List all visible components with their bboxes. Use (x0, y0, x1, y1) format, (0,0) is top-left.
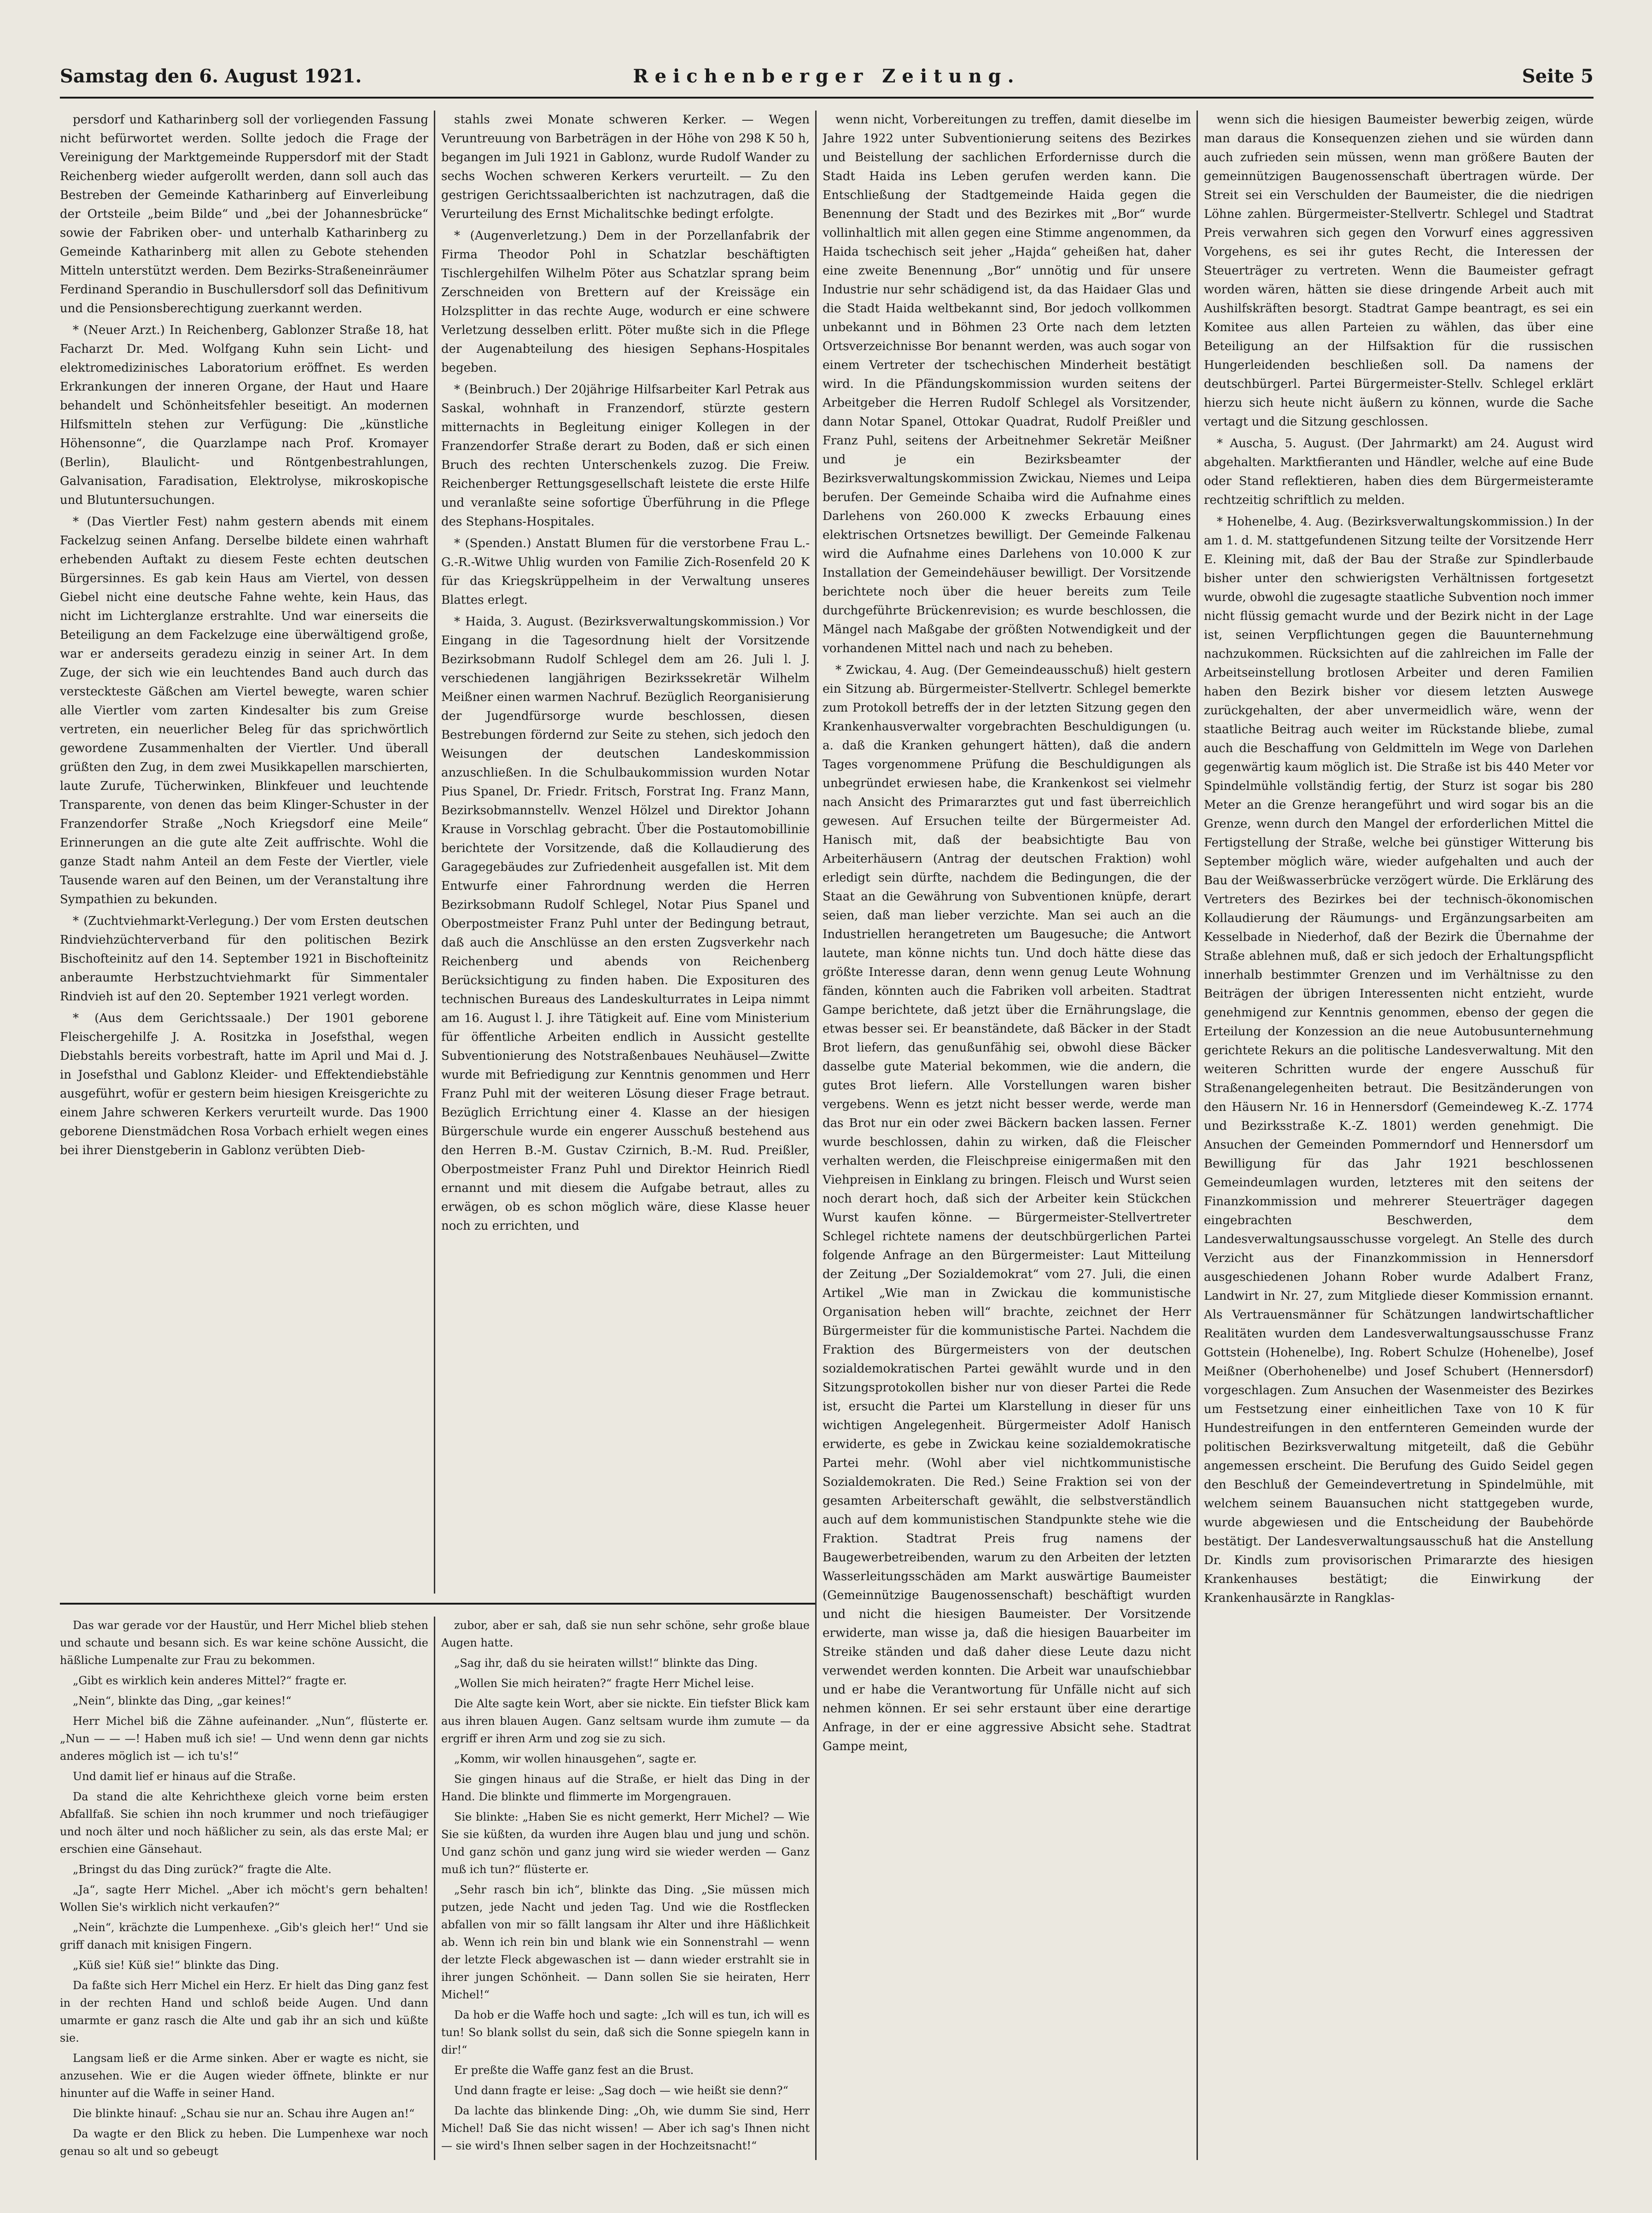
feuilleton-column-1 (60, 1617, 428, 2160)
column-2 (441, 111, 810, 1594)
paragraph: zubor, aber er sah, daß sie nun sehr schöne, sehr große blaue Augen hatte. (441, 1619, 810, 1649)
paragraph: Da wagte er den Blick zu heben. Die Lumpenhexe war noch genau so alt und so gebeugt (60, 2127, 428, 2158)
paragraph: * Hohenelbe, 4. Aug. (Bezirksverwaltungskommission.) In der am 1. d. M. stattgefundenen Sitzung teilte der Vorsitzende Herr E. Kleining mit, daß der Bau der Straße zur Spindlerbaude bisher unter den schwierigsten Verhältnissen fortgesetzt wurde, obwohl die zugesagte staatliche Subvention noch immer nicht flüssig gemacht wurde und der Bezirk nicht in der Lage ist, seinen Verpflichtungen gegen die Bauunternehmung nachzukommen. Rücksichten auf die zahlreichen im Falle der Arbeitseinstellung brotlosen Arbeiter und deren Familien haben den Bezirk bisher vor diesem letzten Auswege zurückgehalten, der aber unvermeidlich wäre, wenn der staatliche Beitrag auch weiter im Rückstande bliebe, zumal auch die Beschaffung von Geldmitteln im Wege von Darlehen gegenwärtig kaum möglich ist. Die Straße ist bis 440 Meter vor Spindelmühle vollständig fertig, der Sturz ist sogar bis 280 Meter an die Grenze herangeführt und wird sogar bis an die Grenze, wenn durch den Mangel der erforderlichen Mittel die Fertigstellung der Straße, welche bei günstiger Witterung bis September möglich wäre, wieder aufgehalten und auch der Bau der Weißwasserbrücke verzögert würde. Die Erklärung des Vertreters des Bezirkes bei der technisch-ökonomischen Kollaudierung der Räumungs- und Ergänzungsarbeiten am Kesselbade in Niederhof, daß der Bezirk die Übernahme der Straße ablehnen muß, daß er sich jedoch der Erhaltungspflicht innerhalb bestimmter Grenzen und im Verhältnisse zu den Beiträgen der übrigen Interessenten nicht entzieht, wurde genehmigend zur Kenntnis genommen, ebenso der gegen die Erteilung der Konzession an die neue Autobusunternehmung gerichtete Rekurs an die politische Landesverwaltung. Mit den weiteren Schritten wurde der engere Ausschuß für Straßenangelegenheiten betraut. Die Besitzänderungen von den Häusern Nr. 16 in Hennersdorf (Gemeindeweg K.-Z. 1774 und Bezirksstraße K.-Z. 1801) werden genehmigt. Die Ansuchen der Gemeinden Pommerndorf und Hennersdorf um Bewilligung für das Jahr 1921 beschlossenen Gemeindeumlagen wurden, letzteres mit den seitens der Finanzkommission und mehrerer Steuerträger dagegen eingebrachten Beschwerden, dem Landesverwaltungsausschusse vorgelegt. An Stelle des durch Verzicht aus der Finanzkommission in Hennersdorf ausgeschiedenen Johann Rober wurde Adalbert Franz, Landwirt in Nr. 27, zum Mitgliede dieser Kommission ernannt. Als Vertrauensmänner für Schätzungen landwirtschaftlicher Realitäten wurden dem Landesverwaltungsausschusse Franz Gottstein (Hohenelbe), Ing. Robert Schulze (Hohenelbe), Josef Meißner (Oberhohenelbe) und Josef Schubert (Hennersdorf) vorgeschlagen. Zum Ansuchen der Wasenmeister des Bezirkes um Festsetzung einer einheitlichen Taxe von 10 K für Hundestreifungen in den entfernteren Gemeinden wurde der politischen Bezirksverwaltung mitgeteilt, daß die Gebühr angemessen erscheint. Die Berufung des Guido Seidel gegen den Beschluß der Gemeindevertretung in Spindelmühle, mit welchem seinem Bauansuchen nicht stattgegeben wurde, wurde abgewiesen und die Entscheidung der Baubehörde bestätigt. Der Landesverwaltungsausschuß hat die Anstellung Dr. Kindls zum provisorischen Primararzte des hiesigen Krankenhauses bestätigt; die Einwirkung der Krankenhausärzte in Rangklas- (1204, 515, 1594, 1605)
paragraph: „Sehr rasch bin ich“, blinkte das Ding. „Sie müssen mich putzen, jede Nacht und jeden Tag. Und wie die Rostflecken abfallen von mir so fällt langsam ihr Alter und ihre Häßlichkeit ab. Wenn ich rein bin und blank wie ein Sonnenstrahl — wenn der letzte Fleck abgewaschen ist — dann wieder erstrahlt sie in ihrer jungen Schönheit. — Dann sollen Sie sie heiraten, Herr Michel!“ (441, 1883, 810, 2001)
paragraph: * Zwickau, 4. Aug. (Der Gemeindeausschuß) hielt gestern ein Sitzung ab. Bürgermeister-Stellvertr. Schlegel bemerkte zum Protokoll betreffs der in der letzten Sitzung gegen den Krankenhausverwalter vorgebrachten Beschuldigungen (u. a. daß die Kranken gehungert hätten), daß die andern Tages vorgenommene Prüfung die Beschuldigungen als unbegründet erwiesen habe, die Krankenkost sei vielmehr nach Ansicht des Primararztes gut und fast überreichlich gewesen. Auf Ersuchen teilte der Bürgermeister Ad. Hanisch mit, daß der beabsichtigte Bau von Arbeiterhäusern (Antrag der deutschen Fraktion) wohl erledigt sein dürfte, nachdem die Bedingungen, die der Staat an die Gewährung von Subventionen knüpfe, derart seien, daß man lieber verzichte. Man sei auch an die Industriellen herangetreten um Baugesuche; die Antwort lautete, man könne nichts tun. Und doch hätte diese das größte Interesse daran, denn wenn genug Leute Wohnung fänden, könnten auch die Fabriken voll arbeiten. Stadtrat Gampe berichtete, daß jetzt über die Ernährungslage, die etwas besser sei. Er beanständete, daß Bäcker in der Stadt Brot liefern, das genußunfähig sei, obwohl diese Bäcker dasselbe gute Material bekommen, wie die andern, die gutes Brot liefern. Alle Vorstellungen waren bisher vergebens. Wenn es jetzt nicht besser werde, werde man das Brot nur ein oder zwei Bäckern backen lassen. Ferner wurde beschlossen, dahin zu wirken, daß die Fleischer verhalten werden, die Fleischpreise einigermaßen mit den Viehpreisen in Einklang zu bringen. Fleisch und Wurst seien noch derart hoch, daß sich der Arbeiter kein Stückchen Wurst kaufen könne. — Bürgermeister-Stellvertreter Schlegel richtete namens der deutschbürgerlichen Partei folgende Anfrage an den Bürgermeister: Laut Mitteilung der Zeitung „Der Sozialdemokrat“ vom 27. Juli, die einen Artikel „Wie man in Zwickau die kommunistische Organisation heben will“ brachte, zeichnet der Herr Bürgermeister für die kommunistische Partei. Nachdem die Fraktion des Bürgermeisters von der deutschen sozialdemokratischen Partei gewählt wurde und in den Sitzungsprotokollen bisher nur von dieser Partei die Rede ist, ersucht die Partei um Klarstellung in dieser für uns wichtigen Angelegenheit. Bürgermeister Adolf Hanisch erwiderte, es gebe in Zwickau keine sozialdemokratische Partei mehr. (Wohl aber viel nichtkommunistische Sozialdemokraten. Die Red.) Seine Fraktion sei von der gesamten Arbeiterschaft gewählt, die selbstverständlich auch auf dem kommunistischen Standpunkte stehe wie die Fraktion. Stadtrat Preis frug namens der Baugewerbetreibenden, warum zu den Arbeiten der letzten Wasserleitungsschäden am Markt auswärtige Baumeister (Gemeinnützige Baugenossenschaft) beschäftigt wurden und nicht die hiesigen Baumeister. Der Vorsitzende erwiderte, man wisse ja, daß die hiesigen Bauarbeiter im Streike ständen und daß daher diese Leute dazu nicht verwendet werden konnten. Die Arbeit war unaufschiebbar und er habe die Verantwortung für Unfälle nicht auf sich nehmen können. Er sei sehr erstaunt über eine derartige Anfrage, in der er eine aggressive Absicht sehe. Stadtrat Gampe meint, (823, 663, 1191, 1753)
column-4 (1204, 111, 1594, 2160)
paragraph: wenn nicht, Vorbereitungen zu treffen, damit dieselbe im Jahre 1922 unter Subventionierung seitens des Bezirkes und Beistellung der sachlichen Erfordernisse durch die Stadt Haida ins Leben gerufen werden kann. Die Entschließung der Stadtgemeinde Haida gegen die Benennung der Stadt und des Bezirkes mit „Bor“ wurde vollinhaltlich mit allen gegen eine Stimme angenommen, da Haida tschechisch seit jeher „Hajda“ geheißen hat, daher eine zweite Benennung „Bor“ unnötig und für unsere Industrie nur sehr schädigend ist, da das Haidaer Glas und die Stadt Haida weltbekannt sind, Bor jedoch vollkommen unbekannt und in Böhmen 23 Orte nach dem letzten Ortsverzeichnisse Bor benannt werden, was auch sogar von einem Vertreter der tschechischen Minderheit bestätigt wird. In die Pfändungskommission wurden seitens der Arbeitgeber die Herren Rudolf Schlegel als Vorsitzender, dann Notar Spanel, Ottokar Quadrat, Rudolf Preißler und Franz Puhl, seitens der Arbeitnehmer Sekretär Meißner und je ein Bezirksbeamter der Bezirksverwaltungskommission Zwickau, Niemes und Leipa berufen. Der Gemeinde Schaiba wird die Aufnahme eines Darlehens von 260.000 K zwecks Erbauung eines elektrischen Ortsnetzes bewilligt. Der Gemeinde Falkenau wird die Aufnahme eines Darlehens von 10.000 K zur Installation der Gemeindehäuser bewilligt. Der Vorsitzende berichtete noch über die heuer bereits zum Teile durchgeführte Brückenrevision; es wurde beschlossen, die Mängel nach Maßgabe der größten Notwendigkeit und der vorhandenen Mittel nach und nach zu beheben. (823, 113, 1191, 655)
paragraph: „Wollen Sie mich heiraten?“ fragte Herr Michel leise. (454, 1677, 754, 1690)
paragraph: persdorf und Katharinberg soll der vorliegenden Fassung nicht befürwortet werden. Sollte jedoch die Frage der Vereinigung der Marktgemeinde Ruppersdorf mit der Stadt Reichenberg wieder aufgerollt werden, dann soll auch das Bestreben der Gemeinde Katharinberg auf Einverleibung der Ortsteile „beim Bilde“ und „bei der Johannesbrücke“ sowie der Fabriken ober- und unterhalb Katharinberg zu Gemeinde Katharinberg mit allen zu Gebote stehenden Mitteln unterstützt werden. Dem Bezirks-Straßeneinräumer Ferdinand Sperandio in Buschullersdorf soll das Definitivum und die Pensionsberechtigung zuerkannt werden. (60, 113, 428, 315)
paragraph: stahls zwei Monate schweren Kerker. — Wegen Veruntreuung von Barbeträgen in der Höhe von 298 K 50 h, begangen im Juli 1921 in Gablonz, wurde Rudolf Wander zu sechs Wochen schweren Kerkers verurteilt. — Zu den gestrigen Gerichtssaalberichten ist nachzutragen, daß die Verurteilung des Ernst Michalitschke bedingt erfolgte. (441, 113, 810, 221)
paragraph: Und dann fragte er leise: „Sag doch — wie heißt sie denn?“ (454, 2084, 788, 2097)
column-3 (823, 111, 1191, 2160)
paragraph: * (Spenden.) Anstatt Blumen für die verstorbene Frau L.-G.-R.-Witwe Uhlig wurden von Familie Zich-Rosenfeld 20 K für das Kriegskrüppelheim in der Verwaltung unseres Blattes erlegt. (441, 537, 810, 607)
paragraph: „Nein“, blinkte das Ding, „gar keines!“ (73, 1694, 292, 1707)
paragraph: Die blinkte hinauf: „Schau sie nur an. Schau ihre Augen an!“ (73, 2107, 415, 2120)
paragraph: wenn sich die hiesigen Baumeister bewerbig zeigen, würde man daraus die Konsequenzen ziehen und sie würden dann auch zufrieden sein müssen, wenn man größere Bauten der gemeinnützigen Baugenossenschaft übertragen würde. Der Streit sei ein Verschulden der Baumeister, die die niedrigen Löhne zahlen. Bürgermeister-Stellvertr. Schlegel und Stadtrat Preis verwahren sich gegen den Vorwurf eines aggressiven Vorgehens, es sei ihr gutes Recht, die Interessen der Steuerträger zu vertreten. Wenn die Baumeister gefragt worden wären, hätten sie diese dringende Arbeit auch mit Aushilfskräften besorgt. Stadtrat Gampe beantragt, es sei ein Komitee aus allen Parteien zu wählen, das über eine Beteiligung an der Hilfsaktion für die russischen Hungerleidenden beschließen soll. Da namens der deutschbürgerl. Partei Bürgermeister-Stellv. Schlegel erklärt hierzu sich heute nicht äußern zu können, wurde die Sache vertagt und die Sitzung geschlossen. (1204, 113, 1594, 429)
paragraph: * Haida, 3. August. (Bezirksverwaltungskommission.) Vor Eingang in die Tagesordnung hielt der Vorsitzende Bezirksobmann Rudolf Schlegel dem am 26. Juli l. J. verschiedenen langjährigen Bezirkssekretär Wilhelm Meißner einen warmen Nachruf. Bezüglich Reorganisierung der Jugendfürsorge wurde beschlossen, diesen Bestrebungen fördernd zur Seite zu stehen, sich jedoch den Weisungen der deutschen Landeskommission anzuschließen. In die Schulbaukommission wurden Notar Pius Spanel, Dr. Friedr. Fritsch, Forstrat Ing. Franz Mann, Bezirksobmannstellv. Wenzel Hölzel und Direktor Johann Krause in Vorschlag gebracht. Über die Postautomobillinie berichtete der Vorsitzende, daß die Kollaudierung des Garagegebäudes zur Zufriedenheit ausgefallen ist. Mit dem Entwurfe einer Fahrordnung werden die Herren Bezirksobmann Rudolf Schlegel, Notar Pius Spanel und Oberpostmeister Franz Puhl unter der Bedingung betraut, daß auch die Anschlüsse an den ersten Zugsverkehr nach Reichenberg und abends von Reichenberg Berücksichtigung zu finden haben. Die Exposituren des technischen Bureaus des Landeskulturrates in Leipa nimmt am 16. August l. J. ihre Tätigkeit auf. Eine vom Ministerium für öffentliche Arbeiten endlich in Aussicht gestellte Subventionierung des Notstraßenbaues Neuhäusel—Zwitte wurde mit Befriedigung zur Kenntnis genommen und Herr Franz Puhl mit der weiteren Lösung dieser Frage betraut. Bezüglich Errichtung einer 4. Klasse an der hiesigen Bürgerschule wurde ein engerer Ausschuß bestehend aus den Herren B.-M. Gustav Czirnich, B.-M. Rud. Preißler, Oberpostmeister Franz Puhl und Direktor Heinrich Riedl ernannt und mit diesem die Aufgabe betraut, alles zu erwägen, ob es schon möglich wäre, diese Klasse heuer noch zu errichten, und (441, 615, 810, 1233)
paragraph: „Nein“, krächzte die Lumpenhexe. „Gib's gleich her!“ Und sie griff danach mit knisigen Fingern. (60, 1921, 428, 1951)
masthead (60, 55, 1594, 99)
paragraph: * (Zuchtviehmarkt-Verlegung.) Der vom Ersten deutschen Rindviehzüchterverband für den politischen Bezirk Bischofteinitz auf den 14. September 1921 in Bischofteinitz anberaumte Herbstzuchtviehmarkt für Simmentaler Rindvieh ist auf den 20. September 1921 verlegt worden. (60, 914, 428, 1004)
paragraph: * (Das Viertler Fest) nahm gestern abends mit einem Fackelzug seinen Anfang. Derselbe bildete einen wahrhaft erhebenden Auftakt zu diesem Feste echten deutschen Bürgersinnes. Es gab kein Haus am Viertel, von dessen Giebel nicht eine deutsche Fahne wehte, kein Haus, das nicht im Lichterglanze erstrahlte. Und war einerseits die Beteiligung an dem Fackelzuge eine überwältigend große, war er anderseits geradezu einzig in seiner Art. In dem Zuge, der sich wie ein leuchtendes Band auch durch das versteckteste Gäßchen am Viertel bewegte, waren schier alle Viertler vom zarten Kindesalter bis zum Greise vertreten, ein neuerlicher Beleg für das sprichwörtlich gewordene Zusammenhalten der Viertler. Und überall grüßten den Zug, in dem zwei Musikkapellen marschierten, laute Zurufe, Tücherwinken, Blinkfeuer und leuchtende Transparente, von denen das beim Klinger-Schuster in der Franzendorfer Straße „Noch Kriegsdorf eine Meile“ Erinnerungen an die gute alte Zeit auffrischte. Wohl die ganze Stadt nahm Anteil an dem Feste der Viertler, viele Tausende waren auf den Beinen, um der Veranstaltung ihre Sympathien zu bekunden. (60, 515, 428, 906)
paragraph: * (Neuer Arzt.) In Reichenberg, Gablonzer Straße 18, hat Facharzt Dr. Med. Wolfgang Kuhn sein Licht- und elektromedizinisches Laboratorium eröffnet. Es werden Erkrankungen der inneren Organe, der Haut und Haare behandelt und Schönheitsfehler beseitigt. An modernen Hilfsmitteln stehen zur Verfügung: Die „künstliche Höhensonne“, die Quarzlampe nach Prof. Kromayer (Berlin), Blaulicht- und Röntgenbestrahlungen, Galvanisation, Faradisation, Elektrolyse, mikroskopische und Blutuntersuchungen. (60, 323, 428, 507)
paragraph: * Auscha, 5. August. (Der Jahrmarkt) am 24. August wird abgehalten. Marktfieranten und Händler, welche auf eine Bude oder Stand reflektieren, haben dies dem Bürgermeisteramte rechtzeitig schriftlich zu melden. (1204, 437, 1594, 507)
paragraph: Sie gingen hinaus auf die Straße, er hielt das Ding in der Hand. Die blinkte und flimmerte im Morgengrauen. (441, 1773, 810, 1803)
paragraph: Er preßte die Waffe ganz fest an die Brust. (454, 2064, 694, 2077)
paragraph: Da stand die alte Kehrichthexe gleich vorne beim ersten Abfallfaß. Sie schien ihn noch krummer und noch triefäugiger und noch älter und noch häßlicher zu sein, als das erste Mal; er erschien eine Gänsehaut. (60, 1790, 428, 1856)
column-rule (1197, 111, 1198, 2160)
feuilleton-column-2 (441, 1617, 810, 2160)
paragraph: Sie blinkte: „Haben Sie es nicht gemerkt, Herr Michel? — Wie Sie sie küßten, da wurden ihre Augen blau und jung und schön. Und ganz schön und ganz jung wird sie wieder werden — Ganz muß ich tun?“ flüsterte er. (441, 1810, 810, 1876)
paragraph: Das war gerade vor der Haustür, und Herr Michel blieb stehen und schaute und besann sich. Es war keine schöne Aussicht, die häßliche Lumpenalte zur Frau zu bekommen. (60, 1619, 428, 1667)
paragraph: „Komm, wir wollen hinausgehen“, sagte er. (454, 1752, 697, 1765)
page-number: Seite 5 (1522, 65, 1594, 87)
paragraph: Da lachte das blinkende Ding: „Oh, wie dumm Sie sind, Herr Michel! Daß Sie das nicht wissen! — Aber ich sag's Ihnen nicht — sie wird's Ihnen selber sagen in der Hochzeitsnacht!“ (441, 2104, 810, 2152)
paragraph: „Gibt es wirklich kein anderes Mittel?“ fragte er. (73, 1674, 347, 1687)
paragraph: * (Augenverletzung.) Dem in der Porzellanfabrik der Firma Theodor Pohl in Schatzlar beschäftigten Tischlergehilfen Wilhelm Pöter aus Schatzlar sprang beim Zerschneiden von Brettern auf der Kreissäge ein Holzsplitter in das rechte Auge, wodurch er eine schwere Verletzung desselben erlitt. Pöter mußte sich in die Pflege der Augenabteilung des hiesigen Sephans-Hospitales begeben. (441, 229, 810, 375)
column-rule (434, 111, 435, 1594)
paragraph: * (Aus dem Gerichtssaale.) Der 1901 geborene Fleischergehilfe J. A. Rositzka in Josefsthal, wegen Diebstahls bereits vorbestraft, hatte im April und Mai d. J. in Josefsthal und Gablonz Kleider- und Effektendiebstähle ausgeführt, wofür er gestern beim hiesigen Kreisgerichte zu einem Jahre schweren Kerkers verurteilt wurde. Das 1900 geborene Dienstmädchen Rosa Vorbach erhielt wegen eines bei ihrer Dienstgeberin in Gablonz verübten Dieb- (60, 1011, 428, 1157)
paragraph: „Bringst du das Ding zurück?“ fragte die Alte. (73, 1863, 332, 1876)
column-rule (434, 1617, 435, 2160)
column-1 (60, 111, 428, 1594)
paragraph: Herr Michel biß die Zähne aufeinander. „Nun“, flüsterte er. „Nun — — —! Haben muß ich sie! — Und wenn denn gar nichts anderes möglich ist — ich tu's!“ (60, 1715, 428, 1763)
article-columns (60, 111, 1594, 2160)
feuilleton-divider (60, 1603, 815, 1605)
paragraph: Die Alte sagte kein Wort, aber sie nickte. Ein tiefster Blick kam aus ihren blauen Augen. Ganz seltsam wurde ihm zumute — da ergriff er ihren Arm und zog sie zu sich. (441, 1697, 810, 1745)
paragraph: Und damit lief er hinaus auf die Straße. (73, 1770, 296, 1783)
paragraph: „Ja“, sagte Herr Michel. „Aber ich möcht's gern behalten! Wollen Sie's wirklich nicht verkaufen?“ (60, 1883, 428, 1914)
paragraph: Langsam ließ er die Arme sinken. Aber er wagte es nicht, sie anzusehen. Wie er die Augen wieder öffnete, blinkte er nur hinunter auf die Waffe in seiner Hand. (60, 2052, 428, 2100)
paragraph: * (Beinbruch.) Der 20jährige Hilfsarbeiter Karl Petrak aus Saskal, wohnhaft in Franzendorf, stürzte gestern mitternachts in Begleitung einiger Kollegen in der Franzendorfer Straße derart zu Boden, daß er sich einen Bruch des rechten Unterschenkels zuzog. Die Freiw. Reichenberger Rettungsgesellschaft leistete die erste Hilfe und veranlaßte seine sofortige Überführung in die Pflege des Stephans-Hospitales. (441, 383, 810, 529)
paragraph: „Küß sie! Küß sie!“ blinkte das Ding. (73, 1959, 279, 1972)
newspaper-title: Reichenberger Zeitung. (633, 65, 1021, 87)
header-date: Samstag den 6. August 1921. (60, 65, 362, 87)
newspaper-page (60, 55, 1594, 2174)
column-rule (815, 111, 817, 2160)
paragraph: „Sag ihr, daß du sie heiraten willst!“ blinkte das Ding. (454, 1657, 758, 1670)
paragraph: Da faßte sich Herr Michel ein Herz. Er hielt das Ding ganz fest in der rechten Hand und schloß beide Augen. Und dann umarmte er ganz rasch die Alte und gab ihr an sich und küßte sie. (60, 1979, 428, 2044)
paragraph: Da hob er die Waffe hoch und sagte: „Ich will es tun, ich will es tun! So blank sollst du sein, daß sich die Sonne spiegeln kann in dir!“ (441, 2009, 810, 2056)
